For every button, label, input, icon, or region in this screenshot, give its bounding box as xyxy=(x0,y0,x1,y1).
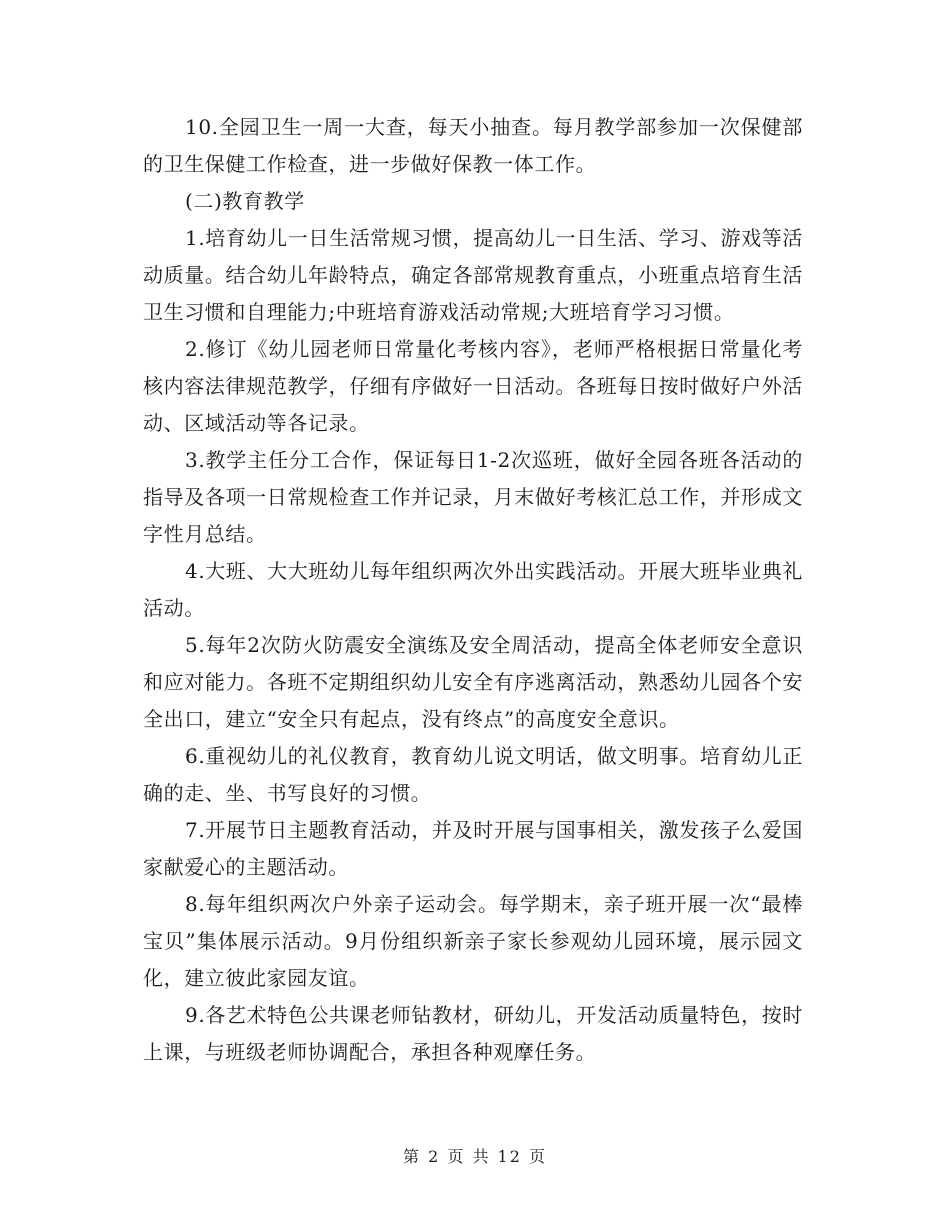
section-heading-education: (二)教育教学 xyxy=(185,189,305,213)
paragraph-teacher-assessment: 2.修订《幼儿园老师日常量化考核内容》，老师严格根据日常量化考核内容法律规范教学，仔细有序做好一日活动。各班每日按时做好户外活动、区域活动等各记录。 xyxy=(143,337,803,435)
paragraph-teaching-director: 3.教学主任分工合作，保证每日1-2次巡班，做好全园各班各活动的指导及各项一日常规检查工作并记录，月末做好考核汇总工作，并形成文字性月总结。 xyxy=(143,448,803,546)
paragraph-outings: 4.大班、大大班幼儿每年组织两次外出实践活动。开展大班毕业典礼活动。 xyxy=(143,559,803,620)
paragraph-hygiene-inspection: 10.全园卫生一周一大查，每天小抽查。每月教学部参加一次保健部的卫生保健工作检查，进一步做好保教一体工作。 xyxy=(143,115,803,176)
paragraph-daily-habits: 1.培育幼儿一日生活常规习惯，提高幼儿一日生活、学习、游戏等活动质量。结合幼儿年龄特点，确定各部常规教育重点，小班重点培育生活卫生习惯和自理能力;中班培育游戏活动常规;大班培育学习习惯。 xyxy=(143,226,803,324)
paragraph-etiquette: 6.重视幼儿的礼仪教育，教育幼儿说文明话，做文明事。培育幼儿正确的走、坐、书写良好的习惯。 xyxy=(143,744,803,805)
document-body xyxy=(143,109,803,1071)
paragraph-parent-child-events: 8.每年组织两次户外亲子运动会。每学期末，亲子班开展一次“最棒宝贝”集体展示活动。9月份组织新亲子家长参观幼儿园环境，展示园文化，建立彼此家园友谊。 xyxy=(143,892,803,990)
paragraph-festival-activities: 7.开展节日主题教育活动，并及时开展与国事相关，激发孩子么爱国家献爱心的主题活动。 xyxy=(143,818,803,879)
page-number-footer: 第 2 页 共 12 页 xyxy=(403,1147,547,1166)
paragraph-art-courses: 9.各艺术特色公共课老师钻教材，研幼儿，开发活动质量特色，按时上课，与班级老师协调配合，承担各种观摩任务。 xyxy=(143,1003,803,1064)
paragraph-safety-drills: 5.每年2次防火防震安全演练及安全周活动，提高全体老师安全意识和应对能力。各班不定期组织幼儿安全有序逃离活动，熟悉幼儿园各个安全出口，建立“安全只有起点，没有终点”的高度安全意识。 xyxy=(143,633,803,731)
